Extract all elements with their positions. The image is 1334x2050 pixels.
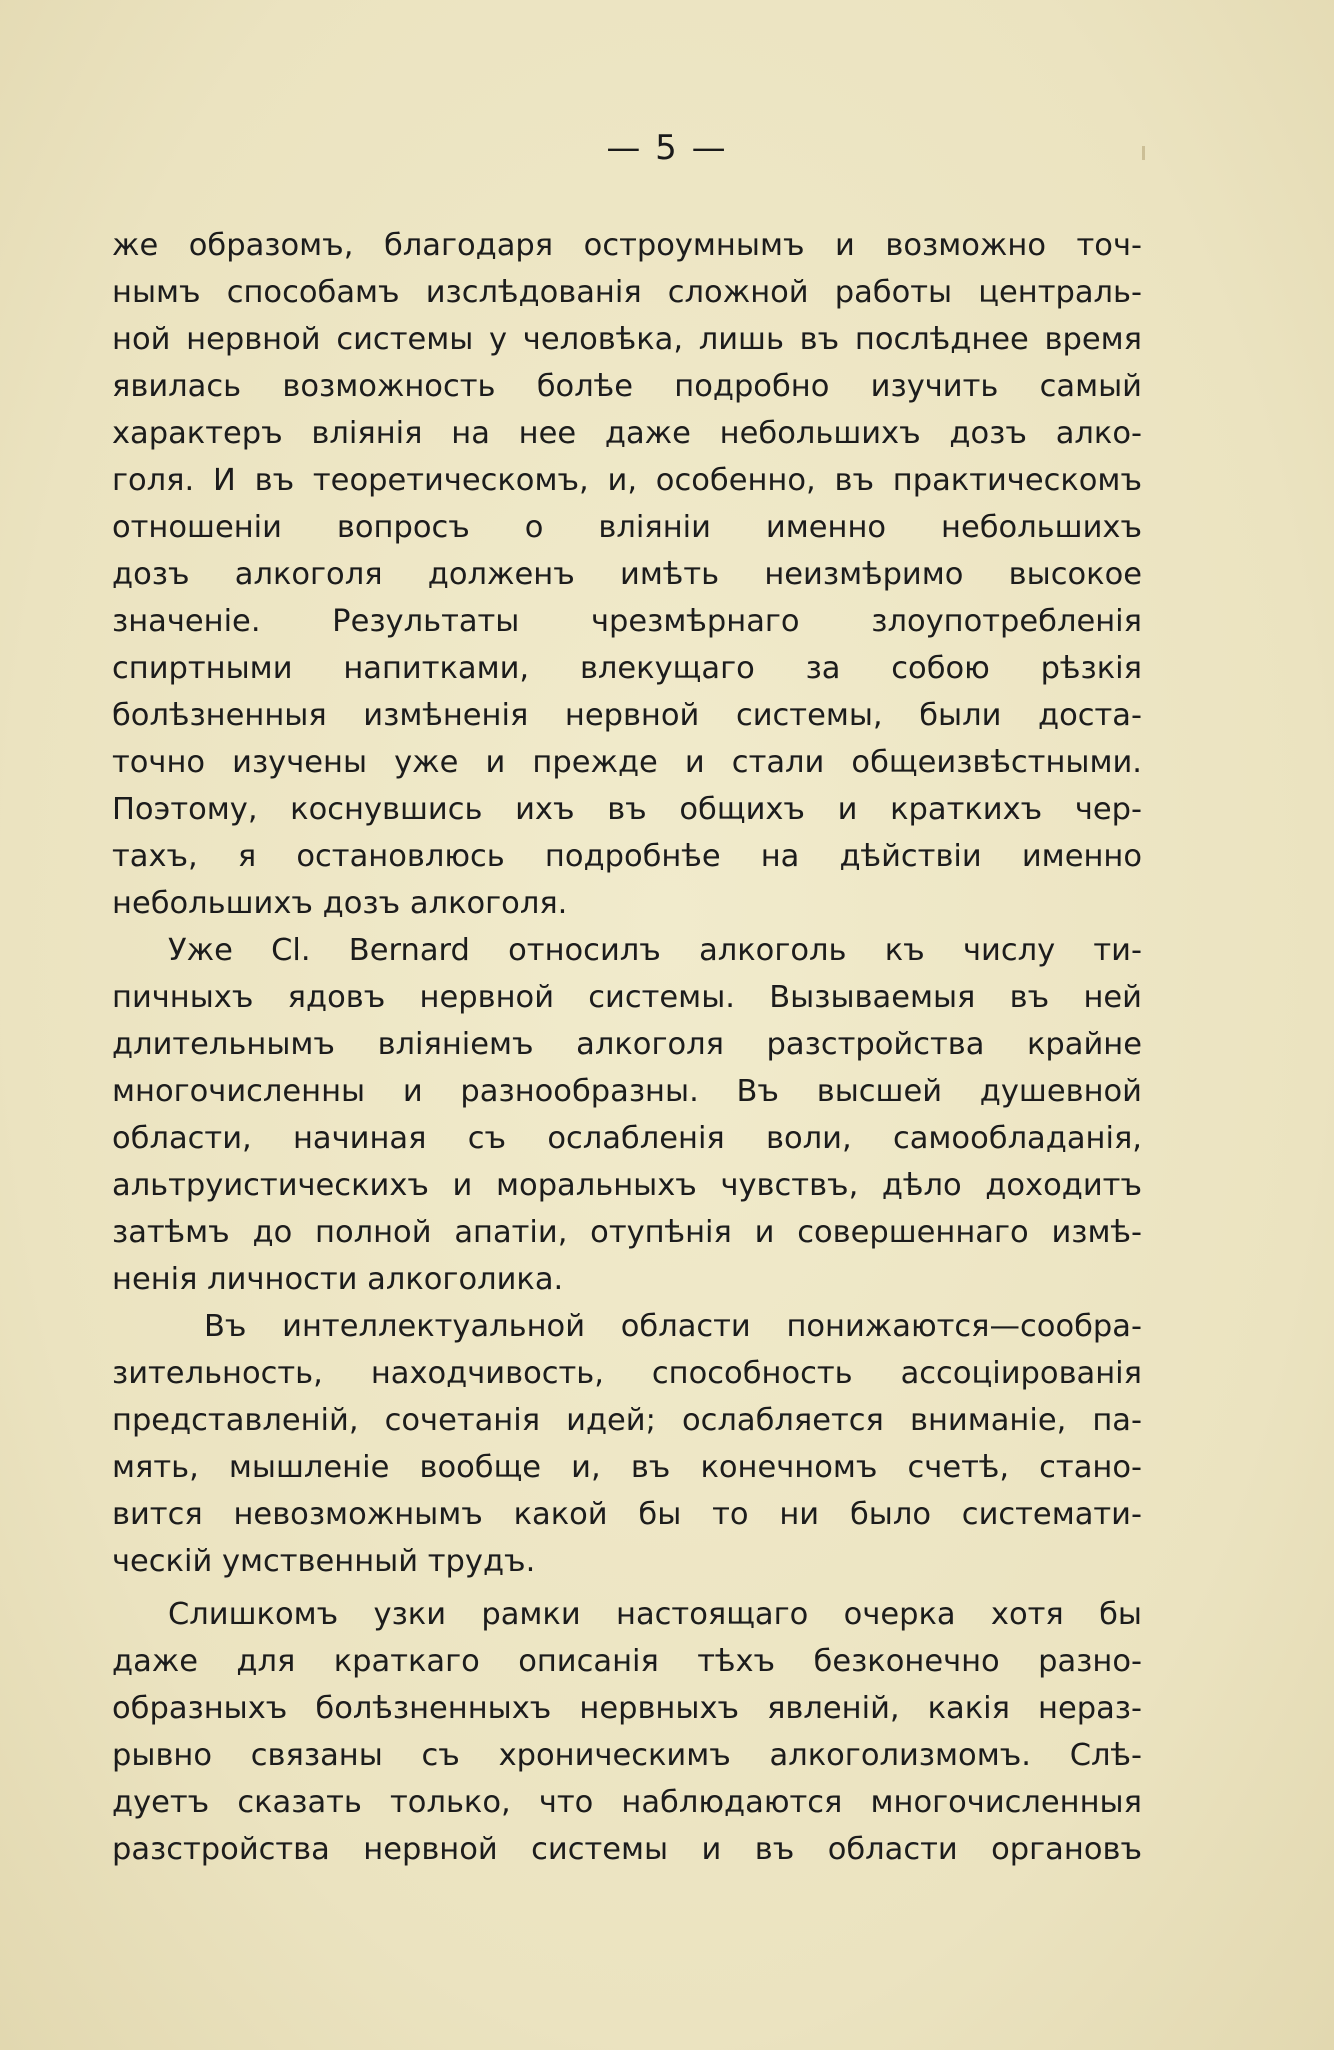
page-number: — 5 — <box>606 128 728 168</box>
text-line: ной нервной системы у человѣка, лишь въ послѣднее время <box>112 322 1142 357</box>
text-line: точно изучены уже и прежде и стали общеизвѣстными. <box>112 745 1142 780</box>
text-line: ческій умственный трудъ. <box>112 1544 536 1579</box>
text-line: затѣмъ до полной апатіи, отупѣнія и совершеннаго измѣ- <box>112 1215 1142 1250</box>
text-line: зительность, находчивость, способность ассоціированія <box>112 1356 1142 1391</box>
text-line: разстройства нервной системы и въ области органовъ <box>112 1832 1142 1867</box>
text-line: ненія личности алкоголика. <box>112 1262 564 1297</box>
text-line: болѣзненныя измѣненія нервной системы, были доста- <box>112 698 1142 733</box>
text-line: отношеніи вопросъ о вліяніи именно небольшихъ <box>112 510 1142 545</box>
text-line: рывно связаны съ хроническимъ алкоголизмомъ. Слѣ- <box>112 1738 1142 1773</box>
text-line: тахъ, я остановлюсь подробнѣе на дѣйствіи именно <box>112 839 1142 874</box>
text-line: Поэтому, коснувшись ихъ въ общихъ и краткихъ чер- <box>112 792 1142 827</box>
text-line: дуетъ сказать только, что наблюдаются многочисленныя <box>112 1785 1142 1820</box>
text-line: вится невозможнымъ какой бы то ни было системати- <box>112 1497 1142 1532</box>
body-text <box>112 222 1142 1873</box>
text-line: области, начиная съ ослабленія воли, самообладанія, <box>112 1121 1142 1156</box>
text-line: образныхъ болѣзненныхъ нервныхъ явленій, какія нераз- <box>112 1691 1142 1726</box>
text-line: альтруистическихъ и моральныхъ чувствъ, дѣло доходитъ <box>112 1168 1142 1203</box>
text-line: нымъ способамъ изслѣдованія сложной работы централь- <box>112 275 1142 310</box>
text-line: характеръ вліянія на нее даже небольшихъ дозъ алко- <box>112 416 1142 451</box>
text-line: Слишкомъ узки рамки настоящаго очерка хотя бы <box>168 1597 1142 1632</box>
text-line: явилась возможность болѣе подробно изучить самый <box>112 369 1142 404</box>
text-line: Въ интеллектуальной области понижаются—сообра- <box>204 1309 1142 1344</box>
text-line: же образомъ, благодаря остроумнымъ и возможно точ- <box>112 228 1142 263</box>
text-line: представленій, сочетанія идей; ослабляется вниманіе, па- <box>112 1403 1142 1438</box>
text-line: значеніе. Результаты чрезмѣрнаго злоупотребленія <box>112 604 1142 639</box>
text-line: спиртными напитками, влекущаго за собою рѣзкія <box>112 651 1142 686</box>
text-line: пичныхъ ядовъ нервной системы. Вызываемыя въ ней <box>112 980 1142 1015</box>
text-line: небольшихъ дозъ алкоголя. <box>112 886 568 921</box>
text-line: многочисленны и разнообразны. Въ высшей душевной <box>112 1074 1142 1109</box>
text-line: Уже Cl. Bernard относилъ алкоголь къ числу ти- <box>168 933 1142 968</box>
paper-speck <box>1142 146 1145 160</box>
text-line: дозъ алкоголя долженъ имѣть неизмѣримо высокое <box>112 557 1142 592</box>
text-line: мять, мышленіе вообще и, въ конечномъ счетѣ, стано- <box>112 1450 1142 1485</box>
text-line: даже для краткаго описанія тѣхъ безконечно разно- <box>112 1644 1142 1679</box>
text-line: голя. И въ теоретическомъ, и, особенно, въ практическомъ <box>112 463 1142 498</box>
text-line: длительнымъ вліяніемъ алкоголя разстройства крайне <box>112 1027 1142 1062</box>
